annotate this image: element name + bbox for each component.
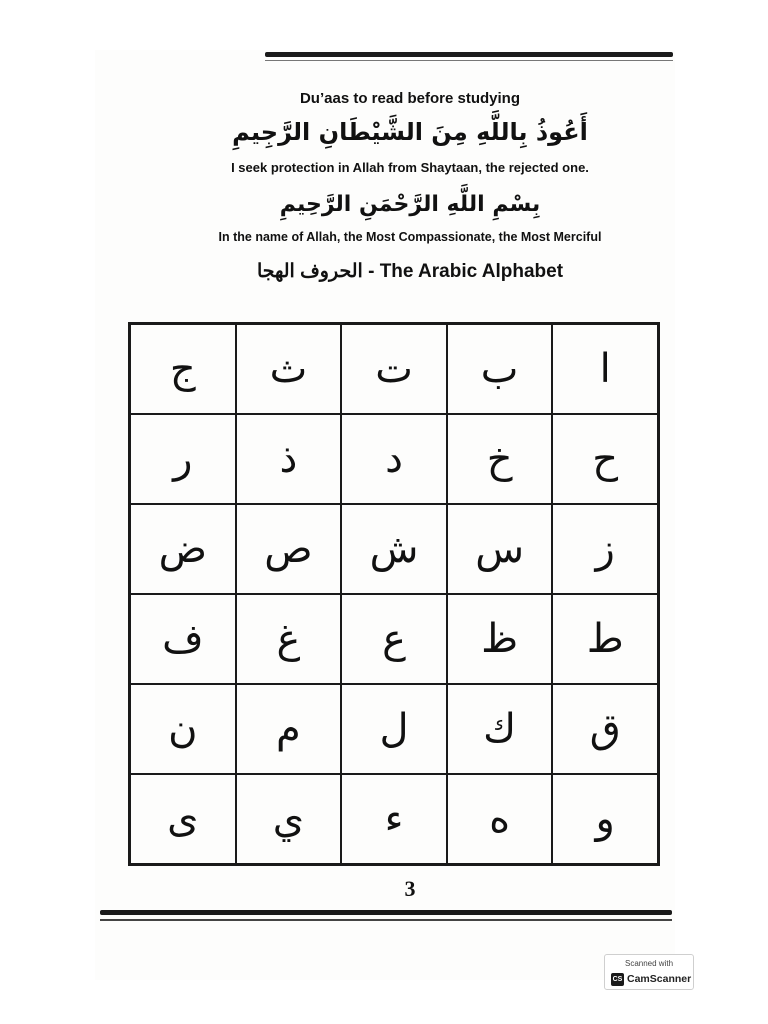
letter-cell: ج — [130, 324, 236, 414]
letter-cell: ت — [341, 324, 447, 414]
letter-cell: غ — [236, 594, 342, 684]
letter-cell: د — [341, 414, 447, 504]
letter-cell: ش — [341, 504, 447, 594]
letter-cell: ر — [130, 414, 236, 504]
letter-cell: ف — [130, 594, 236, 684]
letter-cell: ز — [552, 504, 658, 594]
letter-cell: ع — [341, 594, 447, 684]
letter-cell: ك — [447, 684, 553, 774]
alphabet-grid — [128, 322, 660, 866]
letter-cell: ظ — [447, 594, 553, 684]
letter-cell: ى — [130, 774, 236, 864]
letter-cell: ء — [341, 774, 447, 864]
bottom-rule — [100, 910, 672, 915]
letter-cell: ل — [341, 684, 447, 774]
letter-cell: ي — [236, 774, 342, 864]
letter-cell: و — [552, 774, 658, 864]
camscanner-badge — [604, 954, 694, 990]
bottom-rule-thin — [100, 919, 672, 921]
bismillah-translation: In the name of Allah, the Most Compassionate, the Most Merciful — [218, 230, 602, 244]
letter-cell: ا — [552, 324, 658, 414]
letter-cell: م — [236, 684, 342, 774]
letter-cell: ط — [552, 594, 658, 684]
top-rule-thin — [265, 60, 673, 61]
letter-cell: ض — [130, 504, 236, 594]
camscanner-label: CamScanner — [627, 973, 692, 985]
auzu-translation: I seek protection in Allah from Shaytaan, the rejected one. — [231, 160, 589, 175]
top-rule — [265, 52, 673, 57]
page-number: 3 — [404, 876, 416, 901]
letter-cell: ص — [236, 504, 342, 594]
page-title: Du’aas to read before studying — [299, 90, 521, 107]
letter-cell: س — [447, 504, 553, 594]
letter-cell: ح — [552, 414, 658, 504]
letter-cell: ذ — [236, 414, 342, 504]
scanned-with-label: Scanned with — [624, 959, 674, 968]
camscanner-logo-icon: CS — [611, 973, 624, 986]
alphabet-title: الحروف الهجا - The Arabic Alphabet — [256, 261, 564, 282]
letter-cell: ث — [236, 324, 342, 414]
letter-cell: خ — [447, 414, 553, 504]
letter-cell: ب — [447, 324, 553, 414]
bismillah-arabic: بِسْمِ اللَّهِ الرَّحْمَنِ الرَّحِيمِ — [279, 192, 541, 217]
letter-cell: ن — [130, 684, 236, 774]
auzu-arabic: أَعُوذُ بِاللَّهِ مِنَ الشَّيْطَانِ الرَّجِيمِ — [232, 118, 588, 146]
letter-cell: ق — [552, 684, 658, 774]
letter-cell: ه — [447, 774, 553, 864]
